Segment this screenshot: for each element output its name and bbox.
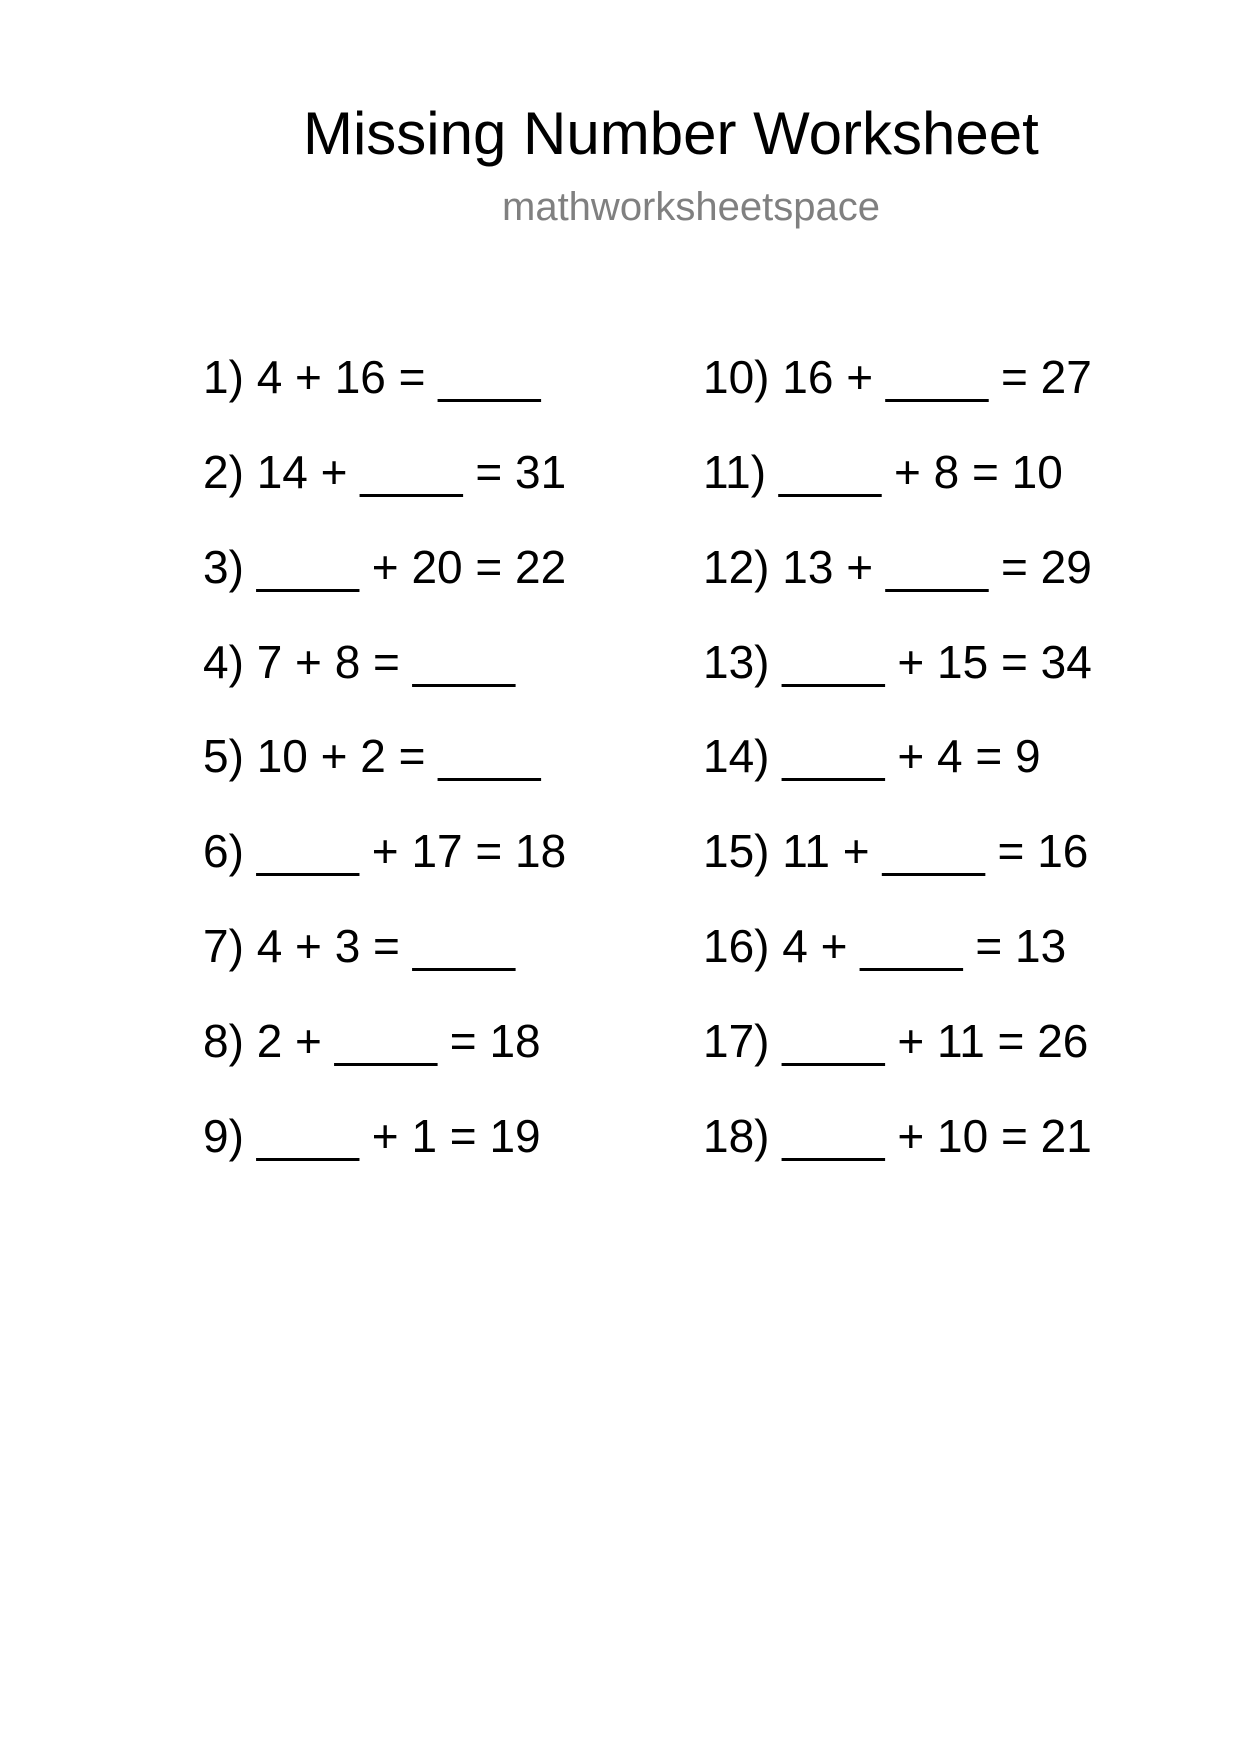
problem-equation: 2 + ____ = 18 (256, 1015, 541, 1067)
problem-equation: 11 + ____ = 16 (782, 825, 1089, 877)
problem-equation: 10 + 2 = ____ (256, 730, 541, 782)
problem-number: 9) (203, 1110, 244, 1162)
problem-4 (203, 635, 515, 689)
problem-number: 11) (703, 446, 767, 498)
problem-equation: ____ + 1 = 19 (256, 1110, 541, 1162)
problem-equation: 4 + 3 = ____ (256, 920, 516, 972)
problem-10 (703, 350, 1092, 404)
problem-1 (203, 350, 541, 404)
problem-number: 13) (703, 636, 770, 688)
problem-number: 18) (703, 1110, 770, 1162)
problem-equation: ____ + 17 = 18 (256, 825, 567, 877)
problem-18 (703, 1109, 1092, 1163)
problem-8 (203, 1014, 541, 1068)
problem-13 (703, 635, 1092, 689)
problem-number: 15) (703, 825, 770, 877)
problem-number: 12) (703, 541, 770, 593)
page-subtitle: mathworksheetspace (502, 185, 880, 229)
page-title: Missing Number Worksheet (303, 100, 1039, 167)
problem-number: 6) (203, 825, 244, 877)
problem-equation: 16 + ____ = 27 (782, 351, 1092, 403)
problem-number: 1) (203, 351, 244, 403)
problem-7 (203, 919, 515, 973)
problem-5 (203, 729, 541, 783)
problem-17 (703, 1014, 1088, 1068)
problem-number: 4) (203, 636, 244, 688)
problem-9 (203, 1109, 541, 1163)
problem-number: 5) (203, 730, 244, 782)
problem-equation: 13 + ____ = 29 (782, 541, 1092, 593)
problem-6 (203, 824, 566, 878)
problem-12 (703, 540, 1092, 594)
problem-equation: 7 + 8 = ____ (256, 636, 516, 688)
problem-2 (203, 445, 566, 499)
problem-number: 3) (203, 541, 244, 593)
problem-equation: ____ + 8 = 10 (778, 446, 1063, 498)
problem-number: 10) (703, 351, 770, 403)
problem-equation: 4 + ____ = 13 (782, 920, 1067, 972)
problem-11 (703, 445, 1063, 499)
problem-equation: ____ + 15 = 34 (782, 636, 1092, 688)
problem-3 (203, 540, 566, 594)
problem-number: 14) (703, 730, 770, 782)
problem-number: 8) (203, 1015, 244, 1067)
problem-equation: 4 + 16 = ____ (256, 351, 541, 403)
problem-number: 17) (703, 1015, 770, 1067)
problem-equation: 14 + ____ = 31 (256, 446, 567, 498)
problem-number: 7) (203, 920, 244, 972)
problem-equation: ____ + 20 = 22 (256, 541, 567, 593)
problem-15 (703, 824, 1088, 878)
problem-number: 16) (703, 920, 770, 972)
problem-equation: ____ + 4 = 9 (782, 730, 1041, 782)
problem-number: 2) (203, 446, 244, 498)
problem-equation: ____ + 10 = 21 (782, 1110, 1092, 1162)
problem-equation: ____ + 11 = 26 (782, 1015, 1089, 1067)
problem-14 (703, 729, 1041, 783)
problem-16 (703, 919, 1066, 973)
